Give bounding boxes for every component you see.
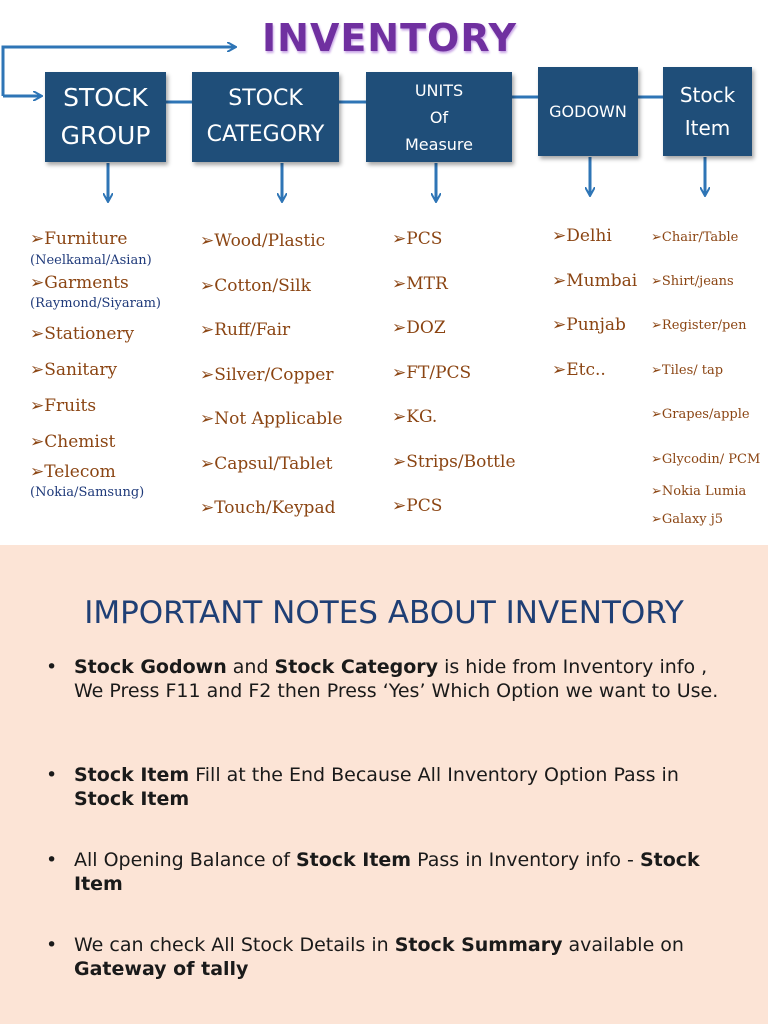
- godown-item: [552, 360, 606, 380]
- note-text: We can check All Stock Details in: [74, 934, 395, 956]
- stock-group-item-label: Garments: [44, 273, 129, 293]
- list-item-brands: (Nokia/Samsung): [30, 485, 145, 500]
- godown-item-label: Punjab: [566, 315, 626, 335]
- unit-item-label: PCS: [406, 496, 443, 516]
- arrow-bullet-icon: ➢: [552, 270, 567, 291]
- unit-item: [392, 274, 448, 294]
- stock-item-entry-label: Grapes/apple: [661, 407, 750, 422]
- stock-group-line-2: GROUP: [60, 121, 151, 150]
- stock-item-entry: [651, 407, 750, 422]
- units-line-3: Measure: [405, 134, 473, 154]
- stock-category-item: [200, 498, 335, 518]
- stock-item-entry: [651, 452, 760, 467]
- unit-item: [392, 229, 442, 249]
- stock-item-line-1: Stock: [679, 82, 736, 107]
- godown-item: [552, 226, 612, 246]
- arrow-bullet-icon: ➢: [200, 453, 215, 474]
- note-emphasis: Stock Item: [74, 849, 700, 895]
- arrow-bullet-icon: ➢: [30, 360, 45, 380]
- stock-item-entry-label: Register/pen: [661, 318, 747, 333]
- arrow-bullet-icon: ➢: [651, 407, 662, 422]
- unit-item: [392, 363, 471, 383]
- arrow-bullet-icon: ➢: [200, 364, 215, 385]
- arrow-bullet-icon: ➢: [552, 226, 567, 246]
- stock-category-item: [200, 231, 325, 251]
- arrow-bullet-icon: ➢: [200, 498, 215, 518]
- arrow-bullet-icon: ➢: [30, 273, 45, 293]
- note-emphasis: Stock Godown: [74, 656, 227, 678]
- stock-group-item-label: Chemist: [44, 432, 116, 452]
- stock-category-item-label: Not Applicable: [214, 409, 343, 429]
- note-text: available on: [562, 934, 684, 956]
- arrow-bullet-icon: ➢: [392, 451, 407, 472]
- stock-category-line-1: STOCK: [228, 86, 303, 111]
- units-line-1: UNITS: [414, 80, 464, 100]
- godown-item-label: Delhi: [566, 226, 612, 246]
- stock-category-item: [200, 365, 333, 385]
- stock-group-item: [30, 462, 116, 482]
- bullet-icon: •: [46, 656, 58, 678]
- arrow-bullet-icon: ➢: [30, 432, 45, 452]
- arrow-bullet-icon: ➢: [392, 362, 407, 383]
- arrow-bullet-icon: ➢: [651, 512, 662, 527]
- stock-group-item-label: Sanitary: [44, 360, 118, 380]
- note-item: [46, 655, 724, 703]
- bullet-icon: •: [46, 764, 58, 786]
- arrow-bullet-icon: ➢: [30, 396, 45, 416]
- unit-item: [392, 318, 446, 338]
- godown-item-label: Mumbai: [566, 270, 638, 291]
- unit-item: [392, 407, 437, 427]
- stock-category-item: [200, 276, 311, 296]
- stock-item-entry: [651, 512, 723, 527]
- unit-item-label: DOZ: [406, 318, 446, 338]
- arrow-bullet-icon: ➢: [392, 496, 407, 516]
- arrow-bullet-icon: ➢: [651, 274, 662, 289]
- note-item: [46, 848, 724, 896]
- unit-item-label: FT/PCS: [406, 362, 472, 383]
- stock-group-box: [45, 72, 166, 162]
- units-line-2: Of: [429, 107, 449, 127]
- stock-group-item-label: Furniture: [44, 229, 128, 249]
- stock-group-item-label: Stationery: [44, 324, 135, 344]
- arrow-bullet-icon: ➢: [200, 275, 215, 296]
- arrow-bullet-icon: ➢: [392, 407, 407, 427]
- bullet-icon: •: [46, 934, 58, 956]
- stock-item-entry-label: Galaxy j5: [661, 512, 724, 527]
- godown-item: [552, 271, 637, 291]
- godown-item-label: Etc..: [566, 359, 606, 380]
- stock-item-entry-label: Shirt/jeans: [661, 274, 734, 289]
- arrow-bullet-icon: ➢: [552, 315, 567, 335]
- list-item-brands: (Raymond/Siyaram): [30, 296, 162, 311]
- stock-group-item-label: Fruits: [44, 396, 97, 416]
- stock-item-entry-label: Tiles/ tap: [661, 363, 724, 378]
- arrow-bullet-icon: ➢: [651, 452, 662, 467]
- stock-category-box: [192, 72, 339, 162]
- stock-item-entry: [651, 274, 734, 289]
- stock-category-item-label: Capsul/Tablet: [214, 453, 333, 474]
- stock-group-item: [30, 360, 117, 380]
- unit-item: [392, 496, 442, 516]
- arrow-bullet-icon: ➢: [651, 318, 662, 333]
- unit-item-label: MTR: [406, 273, 448, 294]
- inventory-title: INVENTORY: [262, 16, 518, 60]
- stock-item-entry-label: Nokia Lumia: [661, 484, 747, 499]
- note-emphasis: Stock Item: [295, 849, 412, 871]
- stock-category-item-label: Wood/Plastic: [214, 231, 326, 251]
- note-text: Fill at the End Because All Inventory Option Pass in: [189, 764, 679, 786]
- note-emphasis: Stock Summary: [394, 934, 563, 956]
- stock-group-item: [30, 229, 127, 249]
- unit-item-label: Strips/Bottle: [406, 451, 516, 472]
- stock-item-entry: [651, 318, 746, 333]
- stock-item-line-2: Item: [684, 115, 731, 140]
- note-text: and: [226, 656, 275, 678]
- godown-box: [538, 67, 638, 156]
- arrow-bullet-icon: ➢: [552, 359, 567, 380]
- stock-item-entry: [651, 484, 746, 499]
- stock-item-entry: [651, 363, 723, 378]
- stock-category-item-label: Touch/Keypad: [214, 498, 336, 518]
- godown-item: [552, 315, 626, 335]
- stock-group-item-label: Telecom: [44, 462, 116, 482]
- stock-category-item-label: Silver/Copper: [214, 364, 334, 385]
- arrow-bullet-icon: ➢: [392, 318, 407, 338]
- bullet-icon: •: [46, 849, 58, 871]
- stock-category-item: [200, 320, 290, 340]
- stock-category-item: [200, 409, 343, 429]
- note-item: [46, 933, 724, 981]
- arrow-bullet-icon: ➢: [30, 462, 45, 482]
- godown-line-1: GODOWN: [549, 102, 627, 121]
- note-emphasis: Stock Item: [74, 764, 190, 786]
- arrow-bullet-icon: ➢: [651, 484, 662, 499]
- arrow-bullet-icon: ➢: [200, 231, 215, 251]
- arrow-bullet-icon: ➢: [392, 229, 407, 249]
- note-item: [46, 763, 724, 811]
- unit-item-label: KG.: [406, 407, 438, 427]
- stock-group-item: [30, 396, 96, 416]
- note-text: All Opening Balance of: [74, 849, 296, 871]
- stock-item-entry-label: Glycodin/ PCM: [661, 452, 761, 467]
- stock-group-line-1: STOCK: [63, 83, 148, 112]
- units-of-measure-box: [366, 72, 512, 162]
- arrow-bullet-icon: ➢: [651, 230, 662, 245]
- arrow-bullet-icon: ➢: [651, 363, 662, 378]
- stock-category-line-2: CATEGORY: [206, 122, 325, 147]
- note-text: Pass in Inventory info -: [411, 849, 640, 871]
- stock-group-item: [30, 273, 129, 293]
- notes-heading: IMPORTANT NOTES ABOUT INVENTORY: [84, 595, 684, 631]
- unit-item-label: PCS: [406, 229, 443, 249]
- notes-section: [0, 545, 768, 1024]
- stock-item-entry: [651, 230, 738, 245]
- note-text: is hide from Inventory info , We Press F11 and F2 then Press ‘Yes’ Which Option we want to Use.: [74, 656, 719, 702]
- note-emphasis: Stock Category: [274, 656, 439, 678]
- unit-item: [392, 452, 516, 472]
- note-emphasis: Gateway of tally: [74, 958, 249, 980]
- note-emphasis: Stock Item: [74, 788, 190, 810]
- stock-category-item-label: Cotton/Silk: [214, 275, 311, 296]
- stock-item-box: [663, 67, 752, 156]
- arrow-bullet-icon: ➢: [30, 229, 45, 249]
- stock-group-item: [30, 432, 115, 452]
- stock-item-entry-label: Chair/Table: [661, 230, 739, 245]
- arrow-bullet-icon: ➢: [30, 324, 45, 344]
- list-item-brands: (Neelkamal/Asian): [30, 253, 152, 268]
- arrow-bullet-icon: ➢: [392, 273, 407, 294]
- stock-category-item-label: Ruff/Fair: [214, 320, 291, 340]
- arrow-bullet-icon: ➢: [200, 409, 215, 429]
- stock-category-item: [200, 454, 332, 474]
- stock-group-item: [30, 324, 134, 344]
- arrow-bullet-icon: ➢: [200, 320, 215, 340]
